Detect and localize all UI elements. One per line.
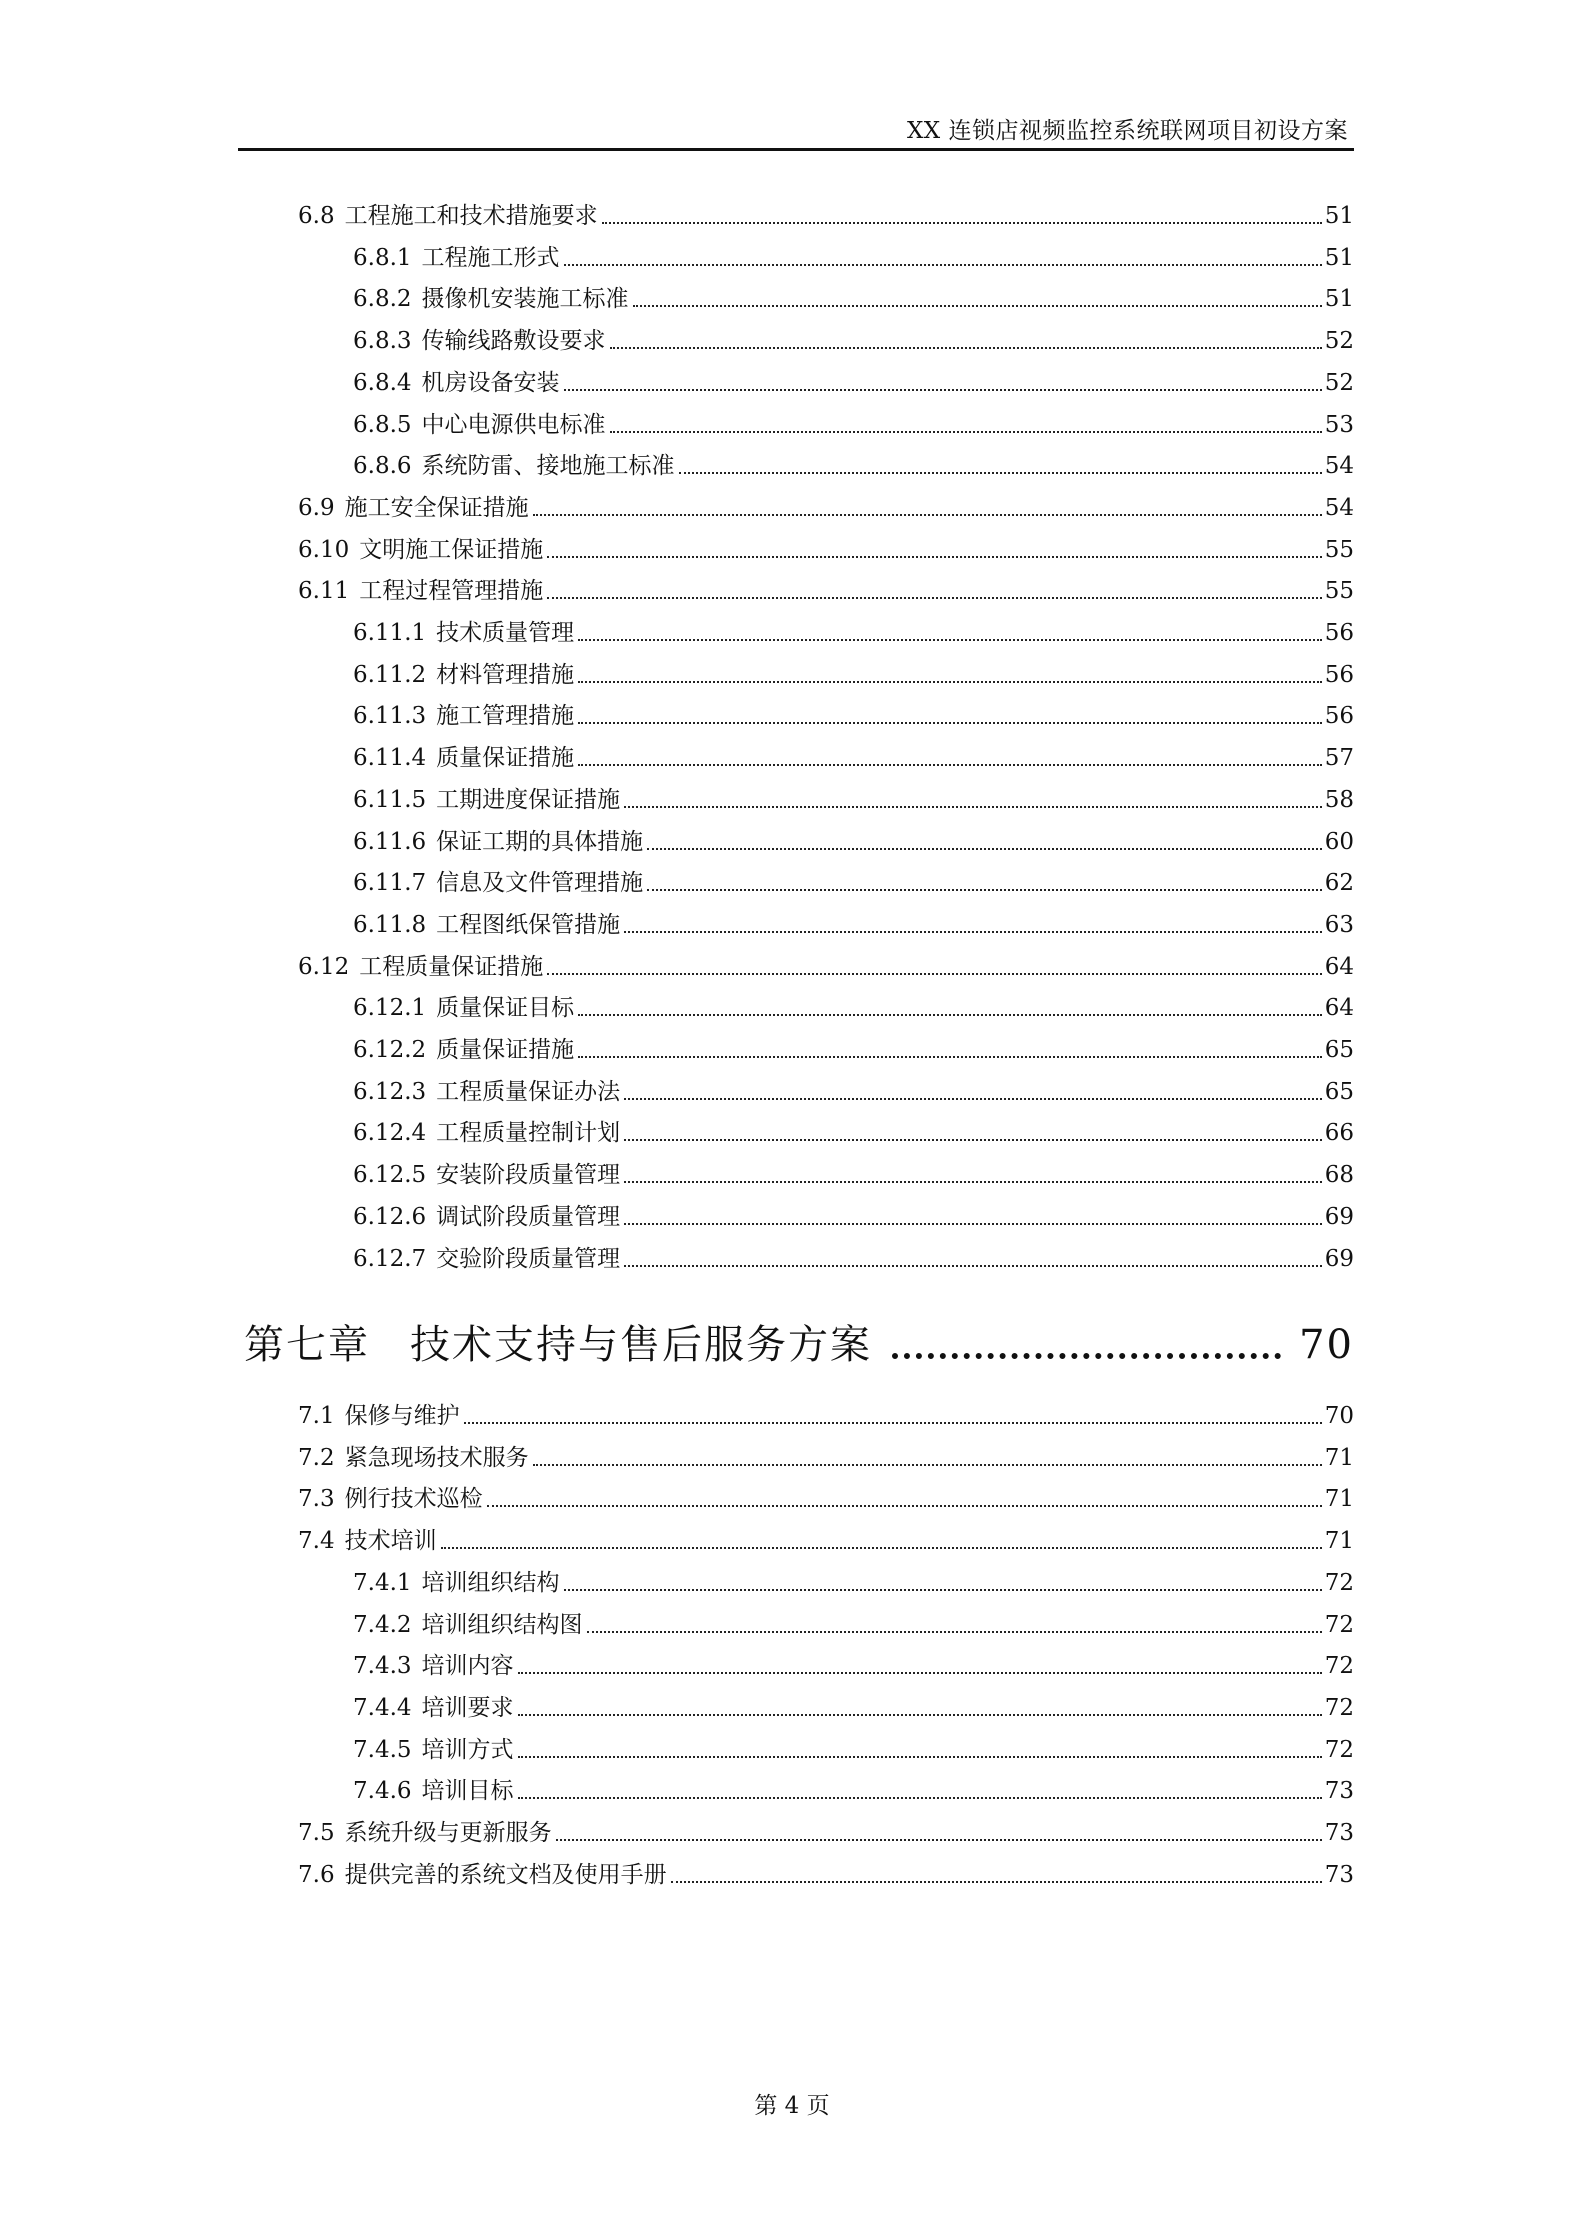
toc-entry-page-number: 73	[1324, 1778, 1354, 1805]
toc-entry-page-number: 68	[1324, 1162, 1354, 1189]
dot-leader	[518, 1797, 1322, 1799]
toc-entry-number: 6.12.4	[353, 1120, 427, 1147]
dot-leader	[624, 1181, 1322, 1183]
toc-entry[interactable]	[298, 1397, 1354, 1431]
toc-entry[interactable]	[353, 697, 1354, 731]
toc-entry-number: 6.11.6	[353, 828, 427, 855]
toc-entry-title: 交验阶段质量管理	[436, 1245, 621, 1272]
toc-entry-page-number: 51	[1324, 286, 1354, 313]
toc-entry-page-number: 73	[1324, 1861, 1354, 1888]
dot-leader	[533, 514, 1322, 516]
toc-entry-title: 培训组织结构	[421, 1569, 560, 1596]
toc-entry[interactable]	[353, 239, 1354, 273]
toc-entry-page-number: 54	[1324, 453, 1354, 480]
dot-leader	[624, 1098, 1322, 1100]
toc-entry-page-number: 58	[1324, 786, 1354, 813]
toc-entry-title: 保修与维护	[344, 1403, 460, 1429]
toc-entry-title: 工程质量保证办法	[436, 1078, 621, 1105]
toc-entry-page-number: 69	[1324, 1245, 1354, 1272]
toc-entry-title: 工程质量保证措施	[359, 953, 544, 980]
toc-entry-title: 培训内容	[421, 1653, 514, 1680]
toc-entry-page-number: 63	[1324, 911, 1354, 938]
toc-entry-number: 6.8.5	[353, 411, 412, 438]
toc-entry-number: 6.10	[298, 536, 350, 563]
toc-entry-number: 6.11	[298, 578, 350, 605]
dot-leader	[610, 431, 1322, 433]
toc-entry-page-number: 72	[1324, 1694, 1354, 1721]
toc-entry[interactable]	[353, 781, 1354, 815]
toc-entry[interactable]	[353, 1647, 1354, 1681]
toc-entry-number: 6.12	[298, 953, 350, 980]
toc-entry-page-number: 71	[1324, 1486, 1354, 1513]
toc-entry-page-number: 62	[1324, 870, 1354, 897]
toc-entry-number: 7.4.1	[353, 1569, 412, 1596]
toc-entry-number: 6.11.8	[353, 911, 427, 938]
toc-entry-page-number: 66	[1324, 1120, 1354, 1147]
dot-leader	[547, 597, 1322, 599]
dot-leader	[564, 389, 1322, 391]
toc-entry-page-number: 72	[1324, 1736, 1354, 1763]
chapter-title: 技术支持与售后服务方案	[410, 1322, 872, 1368]
toc-entry-number: 6.12.3	[353, 1078, 427, 1105]
toc-entry-title: 培训组织结构图	[421, 1611, 583, 1638]
page-footer	[0, 2087, 1584, 2120]
toc-entry-title: 培训要求	[421, 1694, 514, 1721]
dot-leader	[441, 1547, 1322, 1549]
toc-entry-page-number: 64	[1324, 953, 1354, 980]
toc-entry-number: 7.4.6	[353, 1778, 412, 1805]
toc-entry-title: 例行技术巡检	[344, 1486, 483, 1513]
chapter-page-number: 70	[1299, 1322, 1354, 1368]
toc-entry[interactable]	[353, 280, 1354, 314]
dot-leader	[610, 347, 1322, 349]
toc-entry-page-number: 72	[1324, 1611, 1354, 1638]
toc-entry-page-number: 51	[1324, 244, 1354, 271]
dot-leader	[624, 806, 1322, 808]
toc-entry-page-number: 72	[1324, 1569, 1354, 1596]
toc-entry-title: 工程过程管理措施	[359, 578, 544, 605]
document-title: XX 连锁店视频监控系统联网项目初设方案	[906, 118, 1348, 144]
toc-entry-number: 6.11.5	[353, 786, 427, 813]
dot-leader	[518, 1714, 1322, 1716]
toc-entry[interactable]	[353, 322, 1354, 356]
toc-entry[interactable]	[353, 447, 1354, 481]
toc-entry-title: 信息及文件管理措施	[436, 870, 644, 897]
toc-entry[interactable]	[353, 364, 1354, 398]
toc-entry-title: 工程质量控制计划	[436, 1120, 621, 1147]
page-header	[238, 108, 1354, 151]
toc-entry-page-number: 71	[1324, 1528, 1354, 1555]
toc-entry-number: 7.4.5	[353, 1736, 412, 1763]
toc-entry-title: 质量保证措施	[436, 1037, 575, 1063]
toc-entry-page-number: 52	[1324, 369, 1354, 396]
toc-entry-title: 施工安全保证措施	[344, 494, 529, 521]
toc-entry-page-number: 51	[1324, 203, 1354, 229]
dot-leader	[602, 222, 1322, 224]
dot-leader	[671, 1881, 1322, 1883]
toc-entry-number: 6.8.3	[353, 328, 412, 355]
toc-entry-page-number: 53	[1324, 411, 1354, 438]
toc-entry[interactable]	[353, 906, 1354, 940]
dot-leader	[533, 1464, 1322, 1466]
dot-leader	[464, 1422, 1322, 1424]
toc-entry-title: 中心电源供电标准	[421, 411, 606, 438]
toc-entry-title: 提供完善的系统文档及使用手册	[344, 1861, 667, 1888]
toc-entry-title: 紧急现场技术服务	[344, 1444, 529, 1471]
dot-leader	[578, 639, 1322, 641]
toc-entry[interactable]	[353, 1198, 1354, 1232]
toc-entry-number: 6.11.4	[353, 745, 427, 772]
toc-entry-title: 工程施工形式	[421, 244, 560, 271]
chapter-label: 第七章	[244, 1322, 370, 1368]
toc-entry-page-number: 56	[1324, 661, 1354, 688]
toc-entry-title: 调试阶段质量管理	[436, 1203, 621, 1230]
dot-leader	[624, 1139, 1322, 1141]
dot-leader	[578, 681, 1322, 683]
toc-entry-number: 7.5	[298, 1820, 335, 1846]
toc-entry-number: 6.12.7	[353, 1245, 427, 1272]
toc-entry-page-number: 71	[1324, 1444, 1354, 1471]
toc-entry-number: 7.4.2	[353, 1611, 412, 1638]
toc-entry-number: 6.9	[298, 494, 335, 521]
toc-entry[interactable]	[298, 1480, 1354, 1514]
toc-entry-number: 7.1	[298, 1403, 335, 1429]
toc-entry-page-number: 70	[1324, 1403, 1354, 1429]
toc-entry[interactable]	[353, 1564, 1354, 1598]
dot-leader	[578, 1014, 1322, 1016]
dot-leader	[647, 848, 1322, 850]
toc-entry-number: 6.12.5	[353, 1162, 427, 1189]
toc-entry-number: 7.4.3	[353, 1653, 412, 1680]
dot-leader	[647, 889, 1322, 891]
toc-entry-number: 6.12.6	[353, 1203, 427, 1230]
dot-leader	[547, 556, 1322, 558]
toc-entry[interactable]	[353, 739, 1354, 773]
toc-entry-page-number: 73	[1324, 1820, 1354, 1846]
toc-entry[interactable]	[353, 1031, 1354, 1065]
dot-leader	[547, 973, 1322, 975]
toc-entry[interactable]	[298, 1814, 1354, 1848]
toc-entry[interactable]	[353, 1240, 1354, 1274]
toc-entry-title: 工程图纸保管措施	[436, 911, 621, 938]
dot-leader	[518, 1756, 1322, 1758]
toc-entry-number: 6.11.2	[353, 661, 427, 688]
toc-entry-title: 质量保证措施	[436, 745, 575, 772]
toc-entry-number: 6.12.1	[353, 995, 427, 1022]
toc-entry[interactable]	[353, 864, 1354, 898]
toc-entry-number: 6.11.1	[353, 620, 427, 646]
toc-entry-number: 7.4.4	[353, 1694, 412, 1721]
toc-entry-title: 机房设备安装	[421, 369, 560, 396]
toc-entry-title: 系统防雷、接地施工标准	[421, 453, 675, 480]
toc-entry-title: 技术培训	[344, 1528, 437, 1555]
dot-leader	[487, 1505, 1322, 1507]
toc-entry[interactable]	[353, 1731, 1354, 1765]
dot-leader	[578, 764, 1322, 766]
toc-entry-page-number: 65	[1324, 1078, 1354, 1105]
toc-entry[interactable]	[298, 572, 1354, 606]
toc-chapter-heading[interactable]	[244, 1311, 1354, 1371]
dot-leader	[679, 472, 1322, 474]
toc-entry[interactable]	[298, 489, 1354, 523]
toc-entry-page-number: 72	[1324, 1653, 1354, 1680]
dot-leader	[624, 931, 1322, 933]
toc-entry[interactable]	[353, 1689, 1354, 1723]
dot-leader	[587, 1631, 1322, 1633]
toc-entry-number: 6.8	[298, 203, 335, 229]
toc-entry[interactable]	[353, 1073, 1354, 1107]
toc-entry-title: 工程施工和技术措施要求	[344, 203, 598, 229]
toc-entry-page-number: 57	[1324, 745, 1354, 772]
dot-leader	[556, 1839, 1322, 1841]
toc-entry-number: 7.6	[298, 1861, 335, 1888]
dot-leader	[578, 722, 1322, 724]
toc-entry[interactable]	[353, 823, 1354, 857]
toc-entry-page-number: 60	[1324, 828, 1354, 855]
toc-entry-title: 培训方式	[421, 1736, 514, 1763]
toc-entry-number: 6.11.7	[353, 870, 427, 897]
toc-entry-number: 7.4	[298, 1528, 335, 1555]
toc-entry-page-number: 54	[1324, 494, 1354, 521]
toc-entry-page-number: 64	[1324, 995, 1354, 1022]
toc-entry[interactable]	[353, 656, 1354, 690]
toc-entry-title: 安装阶段质量管理	[436, 1162, 621, 1189]
toc-entry-number: 7.2	[298, 1444, 335, 1471]
toc-entry[interactable]	[298, 1439, 1354, 1473]
toc-entry[interactable]	[353, 1606, 1354, 1640]
toc-entry-title: 摄像机安装施工标准	[421, 286, 629, 313]
toc-entry-title: 文明施工保证措施	[359, 536, 544, 563]
toc-entry[interactable]	[353, 1156, 1354, 1190]
toc-entry-number: 6.8.2	[353, 286, 412, 313]
toc-entry-page-number: 56	[1324, 703, 1354, 730]
toc-entry[interactable]	[353, 1772, 1354, 1806]
toc-entry[interactable]	[353, 406, 1354, 440]
toc-entry[interactable]	[298, 1522, 1354, 1556]
dot-leader	[633, 305, 1322, 307]
toc-entry-title: 技术质量管理	[436, 620, 575, 646]
toc-entry-title: 材料管理措施	[436, 661, 575, 688]
dot-leader	[578, 1056, 1322, 1058]
page-number-label: 第 4 页	[754, 2093, 830, 2119]
toc-entry-title: 施工管理措施	[436, 703, 575, 730]
toc-entry-number: 6.8.1	[353, 244, 412, 271]
toc-entry[interactable]	[298, 948, 1354, 982]
toc-entry-title: 系统升级与更新服务	[344, 1820, 552, 1846]
dot-leader	[564, 1589, 1322, 1591]
toc-entry-page-number: 55	[1324, 536, 1354, 563]
dot-leader	[892, 1353, 1281, 1359]
toc-entry-page-number: 52	[1324, 328, 1354, 355]
toc-entry-page-number: 55	[1324, 578, 1354, 605]
toc-entry-number: 6.12.2	[353, 1037, 427, 1063]
toc-entry-title: 传输线路敷设要求	[421, 328, 606, 355]
toc-entry[interactable]	[353, 1114, 1354, 1148]
toc-entry-number: 6.8.4	[353, 369, 412, 396]
dot-leader	[624, 1223, 1322, 1225]
toc-entry-number: 7.3	[298, 1486, 335, 1513]
toc-entry[interactable]	[353, 989, 1354, 1023]
toc-entry-title: 保证工期的具体措施	[436, 828, 644, 855]
dot-leader	[518, 1672, 1322, 1674]
toc-entry-number: 6.11.3	[353, 703, 427, 730]
toc-entry-page-number: 69	[1324, 1203, 1354, 1230]
toc-entry-number: 6.8.6	[353, 453, 412, 480]
toc-entry[interactable]	[298, 1856, 1354, 1890]
toc-entry-title: 培训目标	[421, 1778, 514, 1805]
toc-entry-page-number: 65	[1324, 1037, 1354, 1063]
toc-entry[interactable]	[298, 197, 1354, 231]
toc-entry[interactable]	[298, 531, 1354, 565]
toc-entry-title: 质量保证目标	[436, 995, 575, 1022]
dot-leader	[624, 1265, 1322, 1267]
toc-entry[interactable]	[353, 614, 1354, 648]
toc-entry-page-number: 56	[1324, 620, 1354, 646]
dot-leader	[564, 264, 1322, 266]
toc-entry-title: 工期进度保证措施	[436, 786, 621, 813]
